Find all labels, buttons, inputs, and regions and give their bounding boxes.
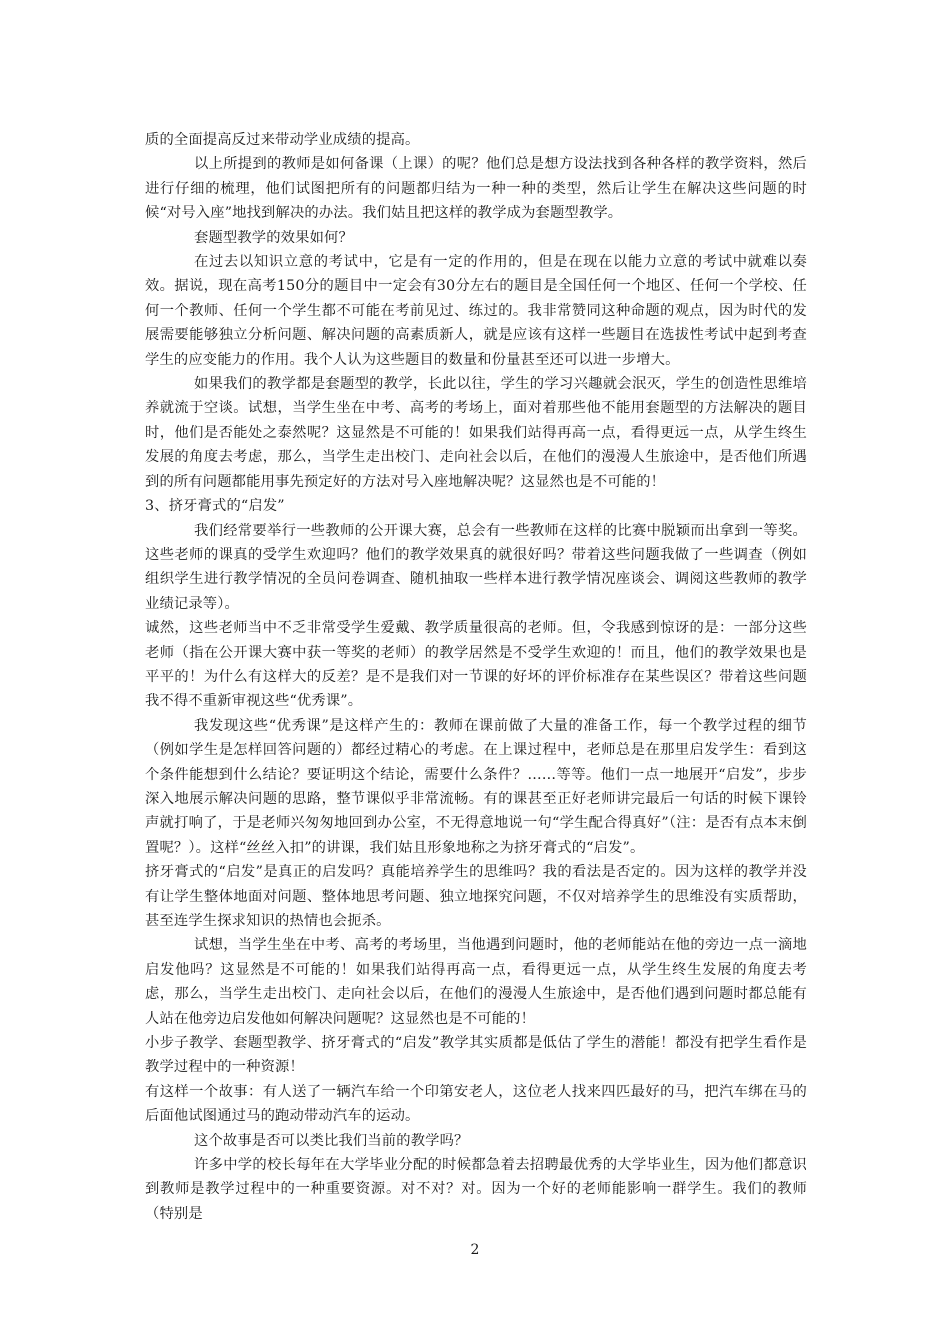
paragraph: 许多中学的校长每年在大学毕业分配的时候都急着去招聘最优秀的大学毕业生，因为他们都意识到教师是教学过程中的一种重要资源。对不对？对。因为一个好的老师能影响一群学生。我们的教师（特别是 <box>145 1157 807 1222</box>
paragraph: 挤牙膏式的“启发”是真正的启发吗？真能培养学生的思维吗？我的看法是否定的。因为这样的教学并没有让学生整体地面对问题、整体地思考问题、独立地探究问题，不仅对培养学生的思维没有实质帮助，甚至连学生探求知识的热情也会扼杀。 <box>145 864 807 929</box>
paragraph: 试想，当学生坐在中考、高考的考场里，当他遇到问题时，他的老师能站在他的旁边一点一滴地启发他吗？这显然是不可能的！如果我们站得再高一点，看得更远一点，从学生终生发展的角度去考虑，那么，当学生走出校门、走向社会以后，在他们的漫漫人生旅途中，是否他们遇到问题时都总能有人站在他旁边启发他如何解决问题呢？这显然也是不可能的！ <box>145 937 807 1027</box>
document-body <box>145 128 807 1226</box>
paragraph: 我们经常要举行一些教师的公开课大赛，总会有一些教师在这样的比赛中脱颖而出拿到一等奖。这些老师的课真的受学生欢迎吗？他们的教学效果真的就很好吗？带着这些问题我做了一些调查（例如组织学生进行教学情况的全员问卷调查、随机抽取一些样本进行教学情况座谈会、调阅这些教师的教学业绩记录等）。 <box>145 522 807 612</box>
paragraph: 小步子教学、套题型教学、挤牙膏式的“启发”教学其实质都是低估了学生的潜能！都没有把学生看作是教学过程中的一种资源！ <box>145 1035 807 1076</box>
paragraph: 诚然，这些老师当中不乏非常受学生爱戴、教学质量很高的老师。但，令我感到惊讶的是：一部分这些老师（指在公开课大赛中获一等奖的老师）的教学居然是不受学生欢迎的！而且，他们的教学效果也是平平的！为什么有这样大的反差？是不是我们对一节课的好坏的评价标准存在某些误区？带着这些问题我不得不重新审视这些“优秀课”。 <box>145 620 807 710</box>
paragraph: 这个故事是否可以类比我们当前的教学吗？ <box>194 1132 469 1149</box>
section-heading: 3、挤牙膏式的“启发” <box>145 498 285 515</box>
paragraph: 我发现这些“优秀课”是这样产生的：教师在课前做了大量的准备工作，每一个教学过程的细节（例如学生是怎样回答问题的）都经过精心的考虑。在上课过程中，老师总是在那里启发学生：看到这个条件能想到什么结论？要证明这个结论，需要什么条件？……等等。他们一点一地展开“启发”，步步深入地展示解决问题的思路，整节课似乎非常流畅。有的课甚至正好老师讲完最后一句话的时候下课铃声就打响了，于是老师兴匆匆地回到办公室，不无得意地说一句“学生配合得真好”（注：是否有点本末倒置呢？）。这样“丝丝入扣”的讲课，我们姑且形象地称之为挤牙膏式的“启发”。 <box>145 717 807 856</box>
page-number: 2 <box>470 1242 480 1258</box>
paragraph: 套题型教学的效果如何？ <box>194 229 353 246</box>
paragraph: 以上所提到的教师是如何备课（上课）的呢？他们总是想方设法找到各种各样的教学资料，然后进行仔细的梳理，他们试图把所有的问题都归结为一种一种的类型，然后让学生在解决这些问题的时候“对号入座”地找到解决的办法。我们姑且把这样的教学成为套题型教学。 <box>145 156 807 222</box>
paragraph: 在过去以知识立意的考试中，它是有一定的作用的，但是在现在以能力立意的考试中就难以奏效。据说，现在高考150分的题目中一定会有30分左右的题目是全国任何一个地区、任何一个学校、任何一个教师、任何一个学生都不可能在考前见过、练过的。我非常赞同这种命题的观点，因为时代的发展需要能够独立分析问题、解决问题的高素质新人，就是应该有这样一些题目在选拔性考试中起到考查学生的应变能力的作用。我个人认为这些题目的数量和份量甚至还可以进一步增大。 <box>145 254 807 368</box>
paragraph: 如果我们的教学都是套题型的教学，长此以往，学生的学习兴趣就会泯灭，学生的创造性思维培养就流于空谈。试想，当学生坐在中考、高考的考场上，面对着那些他不能用套题型的方法解决的题目时，他们是否能处之泰然呢？这显然是不可能的！如果我们站得再高一点，看得更远一点，从学生终生发展的角度去考虑，那么，当学生走出校门、走向社会以后，在他们的漫漫人生旅途中，是否他们所遇到的所有问题都能用事先预定好的方法对号入座地解决呢？这显然也是不可能的！ <box>145 376 807 490</box>
paragraph: 有这样一个故事：有人送了一辆汽车给一个印第安老人，这位老人找来四匹最好的马，把汽车绑在马的后面他试图通过马的跑动带动汽车的运动。 <box>145 1083 807 1125</box>
paragraph: 质的全面提高反过来带动学业成绩的提高。 <box>145 132 420 148</box>
